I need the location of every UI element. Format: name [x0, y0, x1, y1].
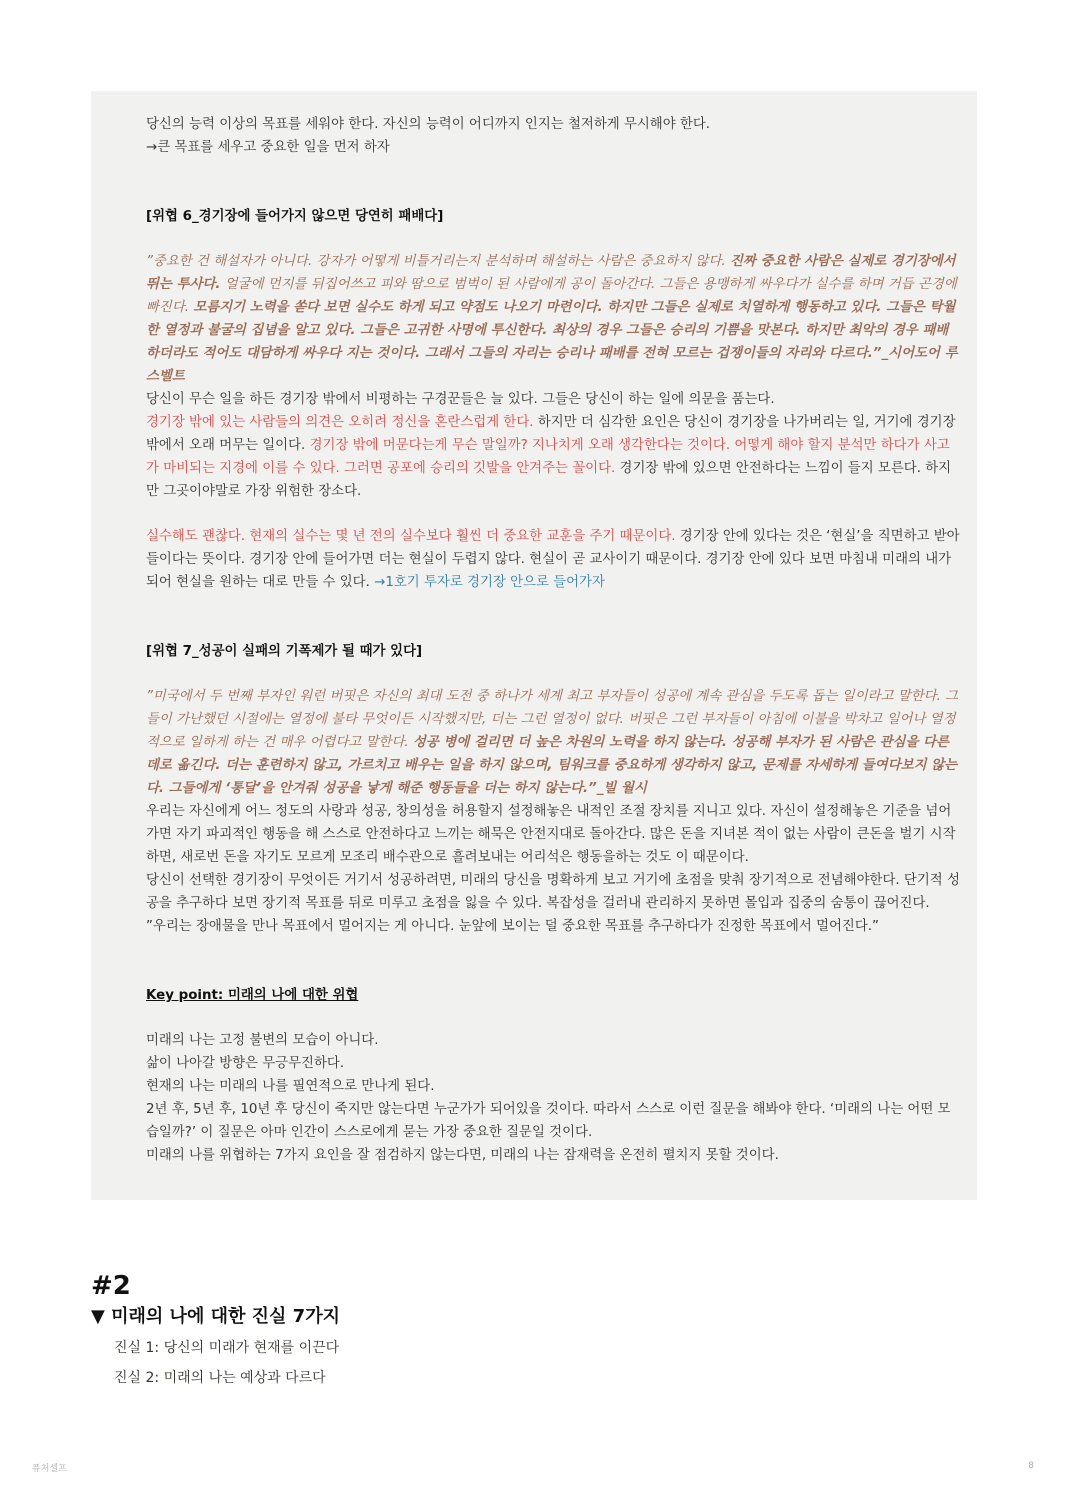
keypoint-line-1: 미래의 나는 고정 불변의 모습이 아니다.: [146, 1033, 379, 1048]
toggle-arrow-icon[interactable]: ▼: [91, 1306, 105, 1327]
threat6-p2-blue: →1호기 투자로 경기장 안으로 들어가자: [374, 575, 605, 590]
threat6-paragraph-1: [146, 388, 961, 503]
threat6-p1-text-1: 당신이 무슨 일을 하든 경기장 밖에서 비평하는 구경꾼들은 늘 있다. 그들은 당신이 하는 일에 의문을 품는다.: [146, 392, 775, 407]
section-toggle-heading[interactable]: [91, 1303, 340, 1331]
threat6-paragraph-2: [146, 525, 961, 594]
threat6-quote-text-1: ”중요한 건 해설자가 아니다. 강자가 어떻게 비틀거리는지 분석하며 해설하는 사람은 중요하지 않다.: [146, 254, 730, 269]
keypoint-line-2: 삶이 나아갈 방향은 무긍무진하다.: [146, 1056, 345, 1071]
threat6-p1-text-2: 하지만 더 심각한 요인은 당신이 경기장을 나가버리는 일, 거기에 경기장 밖에서 오래 머무는 일이다.: [146, 415, 956, 453]
page-number: 8: [1028, 1461, 1034, 1471]
threat7-quote: [146, 685, 961, 800]
threat7-paragraph-2: 당신이 선택한 경기장이 무엇이든 거기서 성공하려면, 미래의 당신을 명확하게 보고 거기에 초점을 맞춰 장기적으로 전념해야한다. 단기적 성공을 추구하다 보면 장기적 목표를 뒤로 미루고 초점을 잃을 수 있다. 복잡성을 걸러내 관리하지 못하면 몰입과 집중의 숨통이 끊어진다.: [146, 873, 960, 911]
threat6-heading: [위협 6_경기장에 들어가지 않으면 당연히 패배다]: [146, 209, 444, 224]
threat7-quote-text-1: ”미국에서 두 번째 부자인 워런 버핏은 자신의 최대 도전 중 하나가 세계 최고 부자들이 성공에 계속 관심을 두도록 돕는 일이라고 말한다. 그들이 가난했던 시절에는 열정에 불타 무엇이든 시작했지만, 더는 그런 열정이 없다. 버핏은 그런 부자들이 아침에 이불을 박차고 일어나 열정적으로 일하게 하는 건 매우 어렵다고 말한다.: [146, 689, 959, 750]
threat6-quote: [146, 250, 961, 388]
threat7-paragraph-3: ”우리는 장애물을 만나 목표에서 멀어지는 게 아니다. 눈앞에 보이는 덜 중요한 목표를 추구하다가 진정한 목표에서 멀어진다.”: [146, 919, 879, 934]
keypoint-line-5: 미래의 나를 위협하는 7가지 요인을 잘 점검하지 않는다면, 미래의 나는 잠재력을 온전히 펼치지 못할 것이다.: [146, 1148, 779, 1163]
threat6-p1-red-1: 경기장 밖에 있는 사람들의 의견은 오히려 정신을 혼란스럽게 한다.: [146, 415, 534, 430]
truth-item-1: 진실 1: 당신의 미래가 현재를 이끈다: [114, 1340, 340, 1356]
intro-line-1: 당신의 능력 이상의 목표를 세워야 한다. 자신의 능력이 어디까지 인지는 철저하게 무시해야 한다.: [146, 117, 711, 132]
footer-title: 퓨처셀프: [32, 1464, 67, 1474]
threat6-p1-text-3: 경기장 밖에 있으면 안전하다는 느낌이 들지 모른다. 하지만 그곳이야말로 가장 위험한 장소다.: [146, 461, 952, 499]
section-title: 미래의 나에 대한 진실 7가지: [111, 1306, 340, 1327]
threat7-heading: [위협 7_성공이 실패의 기폭제가 될 때가 있다]: [146, 644, 423, 659]
intro-line-2: →큰 목표를 세우고 중요한 일을 먼저 하자: [146, 140, 390, 155]
threat6-quote-bold-2: 모름지기 노력을 쏟다 보면 실수도 하게 되고 약점도 나오기 마련이다. 하지만 그들은 실제로 치열하게 행동하고 있다. 그들은 탁월한 열정과 불굴의 집념을 알고 있다. 그들은 고귀한 사명에 투신한다. 최상의 경우 그들은 승리의 기쁨을 맛본다. 하지만 최악의 경우 패배하더라도 적어도 대담하게 싸우다 지는 것이다. 그래서 그들의 자리는 승리나 패배를 전혀 모르는 겁쟁이들의 자리와 다르다.”_시어도어 루스벨트: [146, 300, 958, 384]
threat6-p2-red: 실수해도 괜찮다. 현재의 실수는 몇 년 전의 실수보다 훨씬 더 중요한 교훈을 주기 때문이다.: [146, 529, 676, 544]
threat7-quote-bold-1: 성공 병에 걸리면 더 높은 차원의 노력을 하지 않는다. 성공해 부자가 된 사람은 관심을 다른 데로 옮긴다. 더는 훈련하지 않고, 가르치고 배우는 일을 하지 않으며, 팀워크를 중요하게 생각하지 않고, 문제를 자세하게 들여다보지 않는다. 그들에게 ‘통달’을 안겨줘 성공을 낳게 해준 행동들을 더는 하지 않는다.”_빌 월시: [146, 735, 958, 796]
keypoint-line-3: 현재의 나는 미래의 나를 필연적으로 만나게 된다.: [146, 1079, 435, 1094]
threat6-p1-red-2: 경기장 밖에 머문다는게 무슨 말일까? 지나치게 오래 생각한다는 것이다. 어떻게 해야 할지 분석만 하다가 사고가 마비되는 지경에 이를 수 있다. 그러면 공포에 승리의 깃발을 안겨주는 꼴이다.: [146, 438, 950, 476]
section-number: #2: [91, 1271, 131, 1301]
callout-block: [91, 91, 977, 1200]
truth-item-2: 진실 2: 미래의 나는 예상과 다르다: [114, 1370, 326, 1386]
keypoint-line-4: 2년 후, 5년 후, 10년 후 당신이 죽지만 않는다면 누군가가 되어있을 것이다. 따라서 스스로 이런 질문을 해봐야 한다. ‘미래의 나는 어떤 모습일까?’ 이 질문은 아마 인간이 스스로에게 묻는 가장 중요한 질문일 것이다.: [146, 1102, 951, 1140]
threat6-quote-bold-1: 진짜 중요한 사람은 실제로 경기장에서 뛰는 투사다.: [146, 254, 956, 292]
threat6-quote-text-2: 얼굴에 먼지를 뒤집어쓰고 피와 땀으로 범벅이 된 사람에게 공이 돌아간다. 그들은 용맹하게 싸우다가 실수를 하며 거듭 곤경에 빠진다.: [146, 277, 957, 315]
threat7-paragraph-1: 우리는 자신에게 어느 정도의 사랑과 성공, 창의성을 허용할지 설정해놓은 내적인 조절 장치를 지니고 있다. 자신이 설정해놓은 기준을 넘어가면 자기 파괴적인 행동을 해 스스로 안전하다고 느끼는 해묵은 안전지대로 돌아간다. 많은 돈을 지녀본 적이 없는 사람이 큰돈을 벌기 시작하면, 새로번 돈을 자기도 모르게 모조리 배수관으로 흘려보내는 어리석은 행동을하는 것도 이 때문이다.: [146, 804, 956, 865]
threat6-p2-text: 경기장 안에 있다는 것은 ‘현실’을 직면하고 받아들이다는 뜻이다. 경기장 안에 들어가면 더는 현실이 두렵지 않다. 현실이 곧 교사이기 때문이다. 경기장 안에 있다 보면 마침내 미래의 내가 되어 현실을 원하는 대로 만들 수 있다.: [146, 529, 960, 590]
keypoint-heading: Key point: 미래의 나에 대한 위협: [146, 988, 359, 1003]
